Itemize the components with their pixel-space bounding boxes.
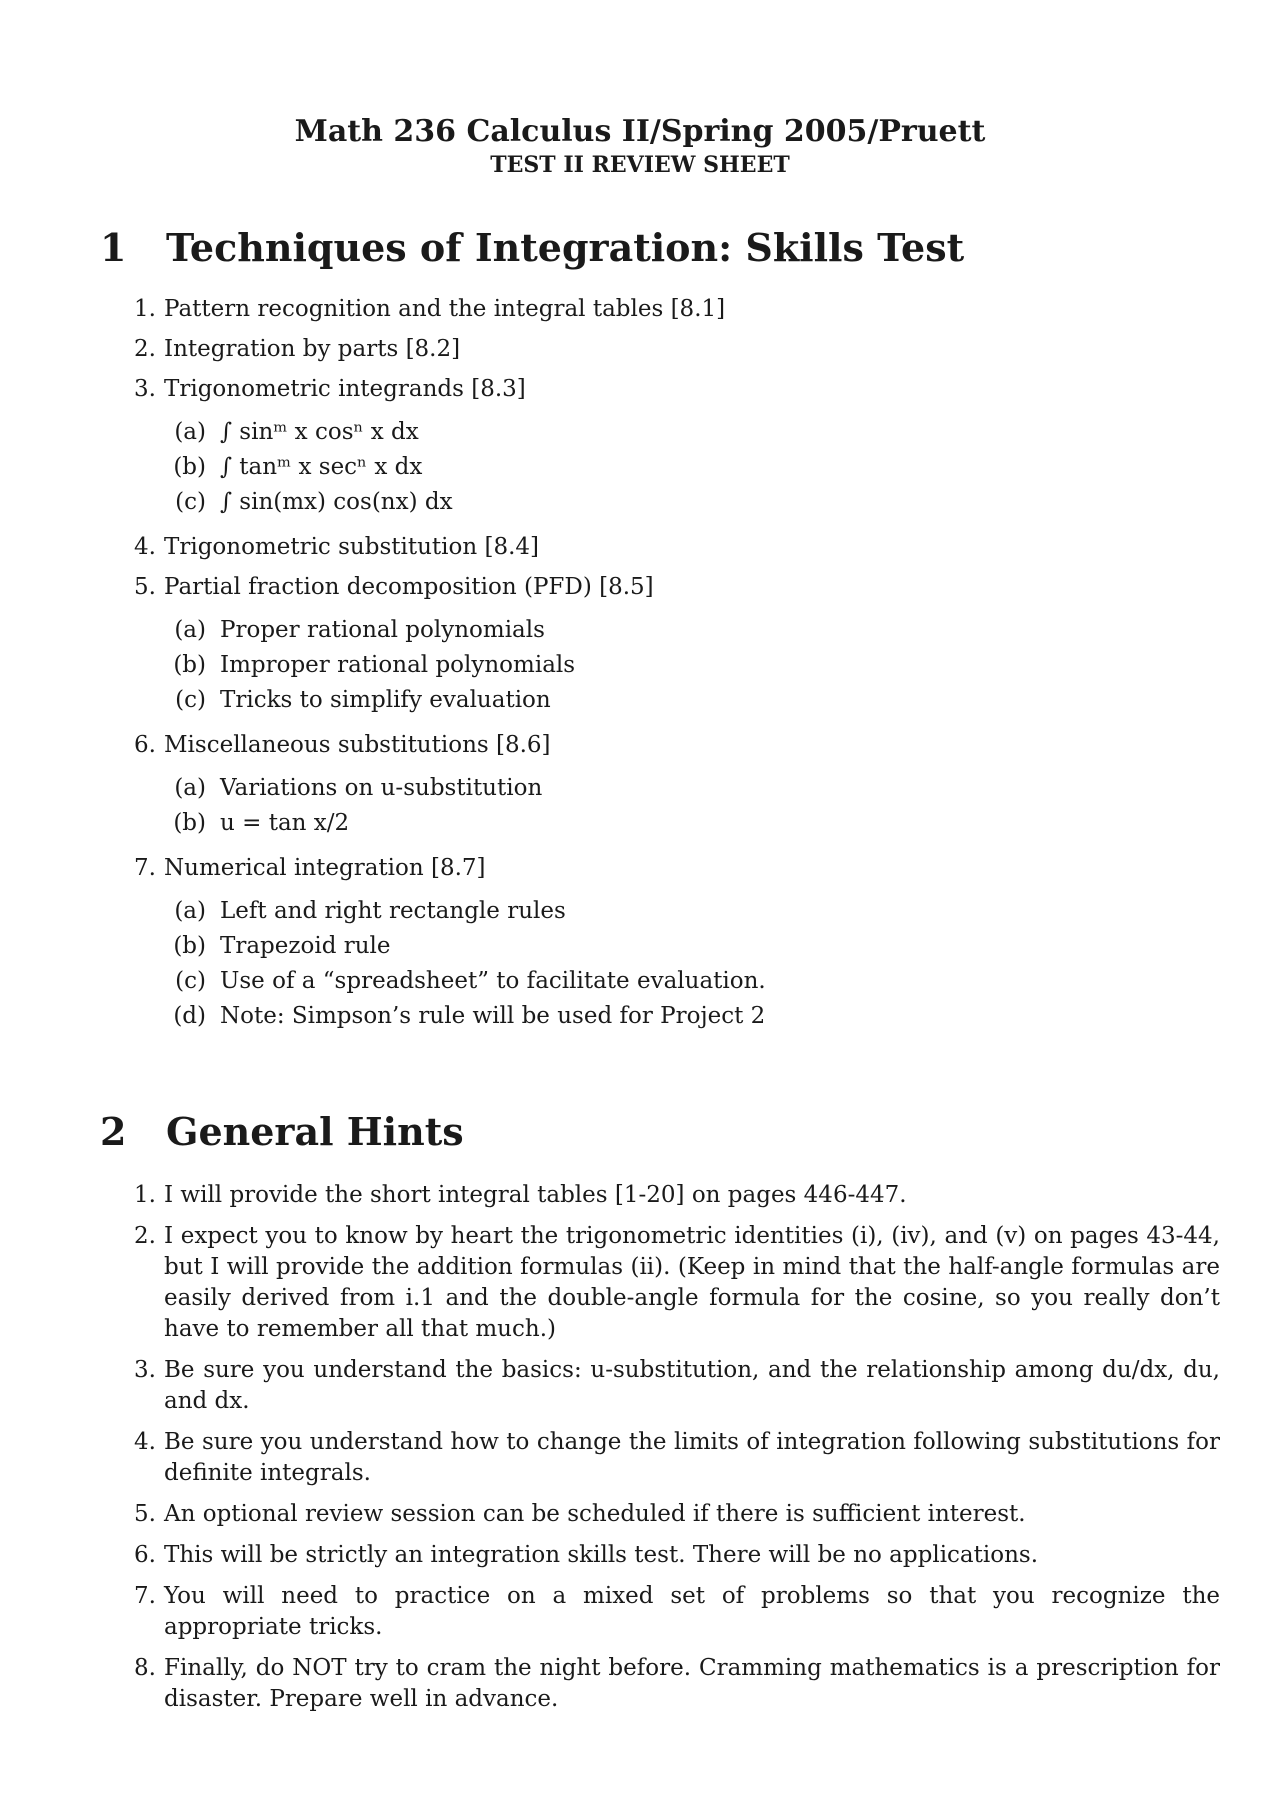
section-1-list — [120, 294, 1220, 1046]
list-item: 1. Pattern recognition and the integral tables [8.1] — [134, 296, 726, 322]
sub-list-item: (b) ∫ tanᵐ x secⁿ x dx — [173, 454, 423, 480]
section-1-heading — [100, 226, 964, 270]
section-number: 2 — [100, 1109, 127, 1154]
sub-list-item: (c) ∫ sin(mx) cos(nx) dx — [175, 489, 453, 515]
section-number: 1 — [100, 225, 127, 270]
sub-list-item: (a) ∫ sinᵐ x cosⁿ x dx — [174, 419, 419, 445]
section-title: Techniques of Integration: Skills Test — [166, 225, 965, 270]
list-item: 4. Trigonometric substitution [8.4] — [134, 534, 540, 560]
section-title: General Hints — [166, 1109, 464, 1154]
list-item: 2. I expect you to know by heart the trigonometric identities (i), (iv), and (v) on pages 43-44, but I will provide the addition formulas (ii). (Keep in mind that the half-angle formulas are easily derived from i.1 and the double-angle formula for the cosine, so you really don’t have to remember all that much.) — [134, 1223, 1220, 1342]
list-item: 3. Trigonometric integrands [8.3] (a) ∫ sinᵐ x cosⁿ x dx (b) ∫ tanᵐ x secⁿ x dx (c) ∫ sin(mx) cos(nx) dx — [120, 374, 1220, 520]
list-item: 7. Numerical integration [8.7] (a) Left and right rectangle rules (b) Trapezoid rule (c) Use of a “spreadsheet” to facilitate evaluation. (d) Note: Simpson’s rule will be used for Project 2 — [120, 853, 1220, 1034]
document-title: Math 236 Calculus II/Spring 2005/Pruett — [294, 114, 986, 149]
section-2-heading — [100, 1110, 464, 1154]
sub-list-item: (b) u = tan x/2 — [173, 810, 350, 836]
sub-list-item: (d) Note: Simpson’s rule will be used for Project 2 — [173, 1003, 766, 1029]
sub-list — [164, 771, 1220, 841]
list-item: 6. Miscellaneous substitutions [8.6] (a) Variations on u-substitution (b) u = tan x/2 — [120, 730, 1220, 841]
sub-list-item: (c) Tricks to simplify evaluation — [175, 687, 551, 713]
document-subtitle: TEST II REVIEW SHEET — [490, 152, 790, 178]
sub-list-item: (a) Left and right rectangle rules — [174, 898, 566, 924]
list-item: 5. An optional review session can be scheduled if there is sufficient interest. — [134, 1501, 1026, 1527]
sub-list — [164, 415, 1220, 520]
list-item: 3. Be sure you understand the basics: u-substitution, and the relationship among du/dx, du, and dx. — [134, 1357, 1220, 1414]
list-item: 8. Finally, do NOT try to cram the night before. Cramming mathematics is a prescription for disaster. Prepare well in advance. — [134, 1655, 1220, 1712]
list-item: 2. Integration by parts [8.2] — [134, 336, 461, 362]
list-item: 5. Partial fraction decomposition (PFD) [8.5] (a) Proper rational polynomials (b) Improper rational polynomials (c) Tricks to simplify evaluation — [120, 572, 1220, 718]
sub-list-item: (c) Use of a “spreadsheet” to facilitate evaluation. — [175, 968, 766, 994]
sub-list-item: (b) Trapezoid rule — [173, 933, 391, 959]
list-item: 1. I will provide the short integral tables [1-20] on pages 446-447. — [134, 1182, 907, 1208]
sub-list-item: (a) Variations on u-substitution — [174, 775, 543, 801]
section-2-list — [120, 1180, 1220, 1725]
sub-list — [164, 894, 1220, 1034]
sub-list-item: (b) Improper rational polynomials — [173, 652, 576, 678]
sub-list — [164, 613, 1220, 718]
list-item: 7. You will need to practice on a mixed set of problems so that you recognize the appropriate tricks. — [134, 1583, 1220, 1640]
sub-list-item: (a) Proper rational polynomials — [174, 617, 545, 643]
list-item: 4. Be sure you understand how to change the limits of integration following substitutions for definite integrals. — [134, 1429, 1220, 1486]
list-item: 6. This will be strictly an integration skills test. There will be no applications. — [134, 1542, 1039, 1568]
